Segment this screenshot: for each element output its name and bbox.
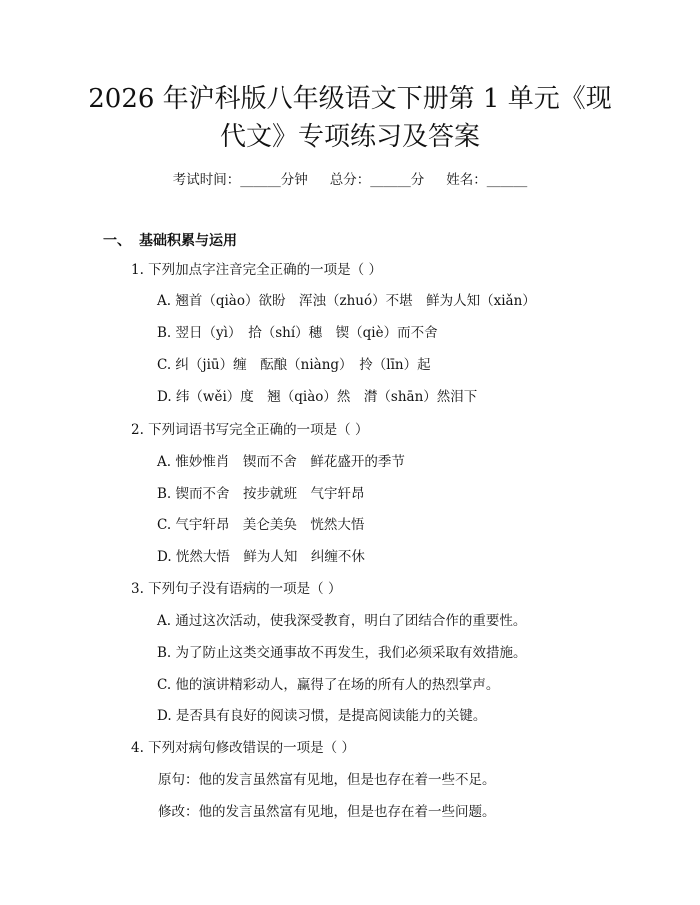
- title-line-1: 2026 年沪科版八年级语文下册第 1 单元《现: [88, 84, 612, 114]
- question-option: D. 纬（wěi）度 翘（qiào）然 潸（shān）然泪下: [157, 389, 478, 405]
- section-title: 基础积累与运用: [139, 233, 237, 249]
- question-option: B. 为了防止这类交通事故不再发生，我们必须采取有效措施。: [157, 645, 527, 661]
- question-option: C. 他的演讲精彩动人，赢得了在场的所有人的热烈掌声。: [157, 677, 500, 693]
- question-option: B. 锲而不舍 按步就班 气宇轩昂: [157, 486, 365, 502]
- question-option: C. 气宇轩昂 美仑美奂 恍然大悟: [157, 517, 365, 533]
- question-option: D. 恍然大悟 鲜为人知 纠缠不休: [157, 549, 365, 565]
- original-sentence: 原句：他的发言虽然富有见地，但是也存在着一些不足。: [158, 772, 496, 788]
- revised-sentence: 修改：他的发言虽然富有见地，但是也存在着一些问题。: [158, 804, 496, 820]
- question-option: A. 通过这次活动，使我深受教育，明白了团结合作的重要性。: [157, 613, 527, 629]
- question-stem: 1. 下列加点字注音完全正确的一项是（ ）: [131, 262, 382, 278]
- exam-time: 考试时间：______分钟: [172, 172, 308, 188]
- question-option: A. 翘首（qiào）欲盼 浑浊（zhuó）不堪 鲜为人知（xiǎn）: [157, 293, 536, 309]
- question-option: D. 是否具有良好的阅读习惯，是提高阅读能力的关键。: [157, 708, 487, 724]
- question-stem: 4. 下列对病句修改错误的一项是（ ）: [131, 740, 355, 756]
- exam-meta: [0, 168, 700, 188]
- question-stem: 2. 下列词语书写完全正确的一项是（ ）: [131, 422, 369, 438]
- question-option: C. 纠（jiū）缠 酝酿（niàng） 拎（līn）起: [157, 357, 431, 373]
- question-option: B. 翌日（yì） 拾（shí）穗 锲（qiè）而不舍: [157, 325, 438, 341]
- document-title: [60, 80, 640, 156]
- exam-name: 姓名：______: [446, 172, 528, 188]
- title-line-2: 代文》专项练习及答案: [219, 122, 480, 152]
- section-number: 一、: [103, 233, 131, 249]
- section-heading: [103, 230, 237, 250]
- exam-score: 总分：______分: [329, 172, 425, 188]
- question-stem: 3. 下列句子没有语病的一项是（ ）: [131, 581, 342, 597]
- question-option: A. 惟妙惟肖 锲而不舍 鲜花盛开的季节: [157, 454, 405, 470]
